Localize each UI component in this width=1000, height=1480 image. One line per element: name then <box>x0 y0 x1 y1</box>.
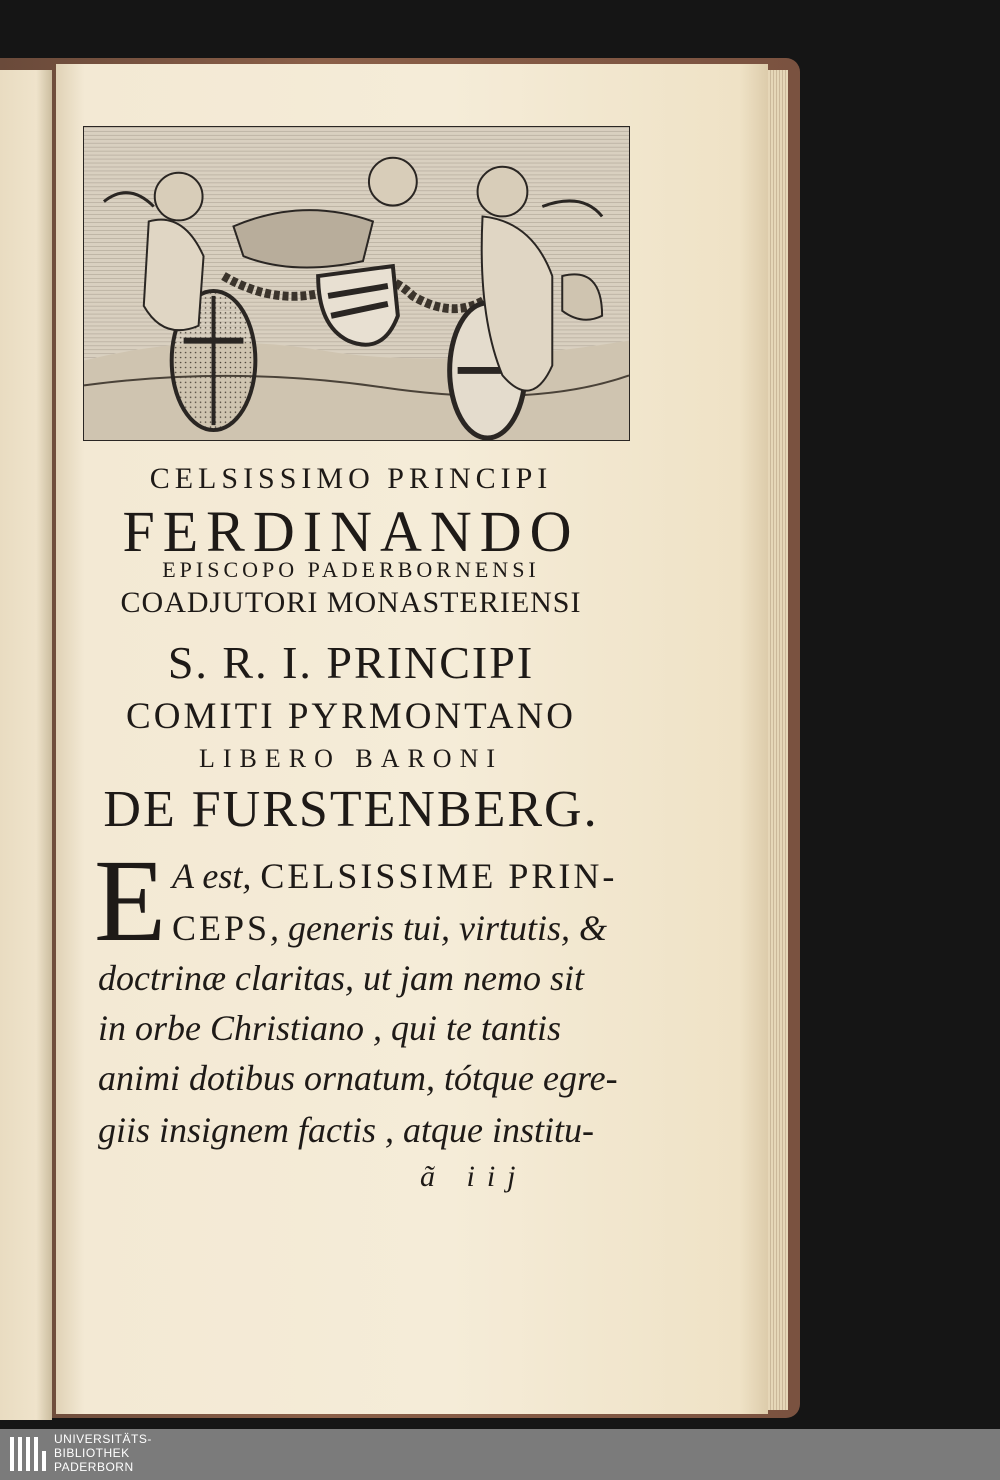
library-name-line3: PADERBORN <box>54 1460 134 1474</box>
signature-mark: ã iij <box>420 1160 528 1193</box>
title-line-dedication: CELSISSIMO PRINCIPI <box>149 462 553 495</box>
body-line-1-italic: A est, <box>172 856 261 896</box>
engraving-illustration <box>83 126 630 441</box>
left-page <box>0 70 52 1420</box>
title-line-prince: S. R. I. PRINCIPI <box>167 637 535 688</box>
body-line-5: animi dotibus ornatum, tótque egre- <box>98 1058 618 1098</box>
footer-bar <box>0 1429 1000 1480</box>
title-line-coadjutor: COADJUTORI MONASTERIENSI <box>120 586 582 619</box>
body-line-4: in orbe Christiano , qui te tantis <box>98 1008 562 1048</box>
page-edge <box>768 70 788 1410</box>
body-line-2-caps: CEPS <box>172 908 271 948</box>
title-line-family: DE FURSTENBERG. <box>103 781 599 838</box>
title-line-name: FERDINANDO <box>122 499 580 564</box>
drop-cap: E <box>94 835 167 966</box>
body-line-2 <box>172 908 607 948</box>
body-line-1 <box>172 856 617 896</box>
library-name-line1: UNIVERSITÄTS- <box>54 1432 152 1446</box>
title-line-bishop: EPISCOPO PADERBORNENSI <box>162 557 540 582</box>
body-line-3: doctrinæ claritas, ut jam nemo sit <box>98 958 584 998</box>
library-name-line2: BIBLIOTHEK <box>54 1446 130 1460</box>
body-line-2-italic: , generis tui, virtutis, & <box>270 908 608 948</box>
body-line-1-caps: CELSISSIME PRIN- <box>260 856 618 896</box>
title-line-baron: LIBERO BARONI <box>198 744 504 773</box>
body-line-6: giis insignem factis , atque institu- <box>98 1110 594 1150</box>
title-line-count: COMITI PYRMONTANO <box>126 696 576 737</box>
library-name <box>54 1432 152 1474</box>
